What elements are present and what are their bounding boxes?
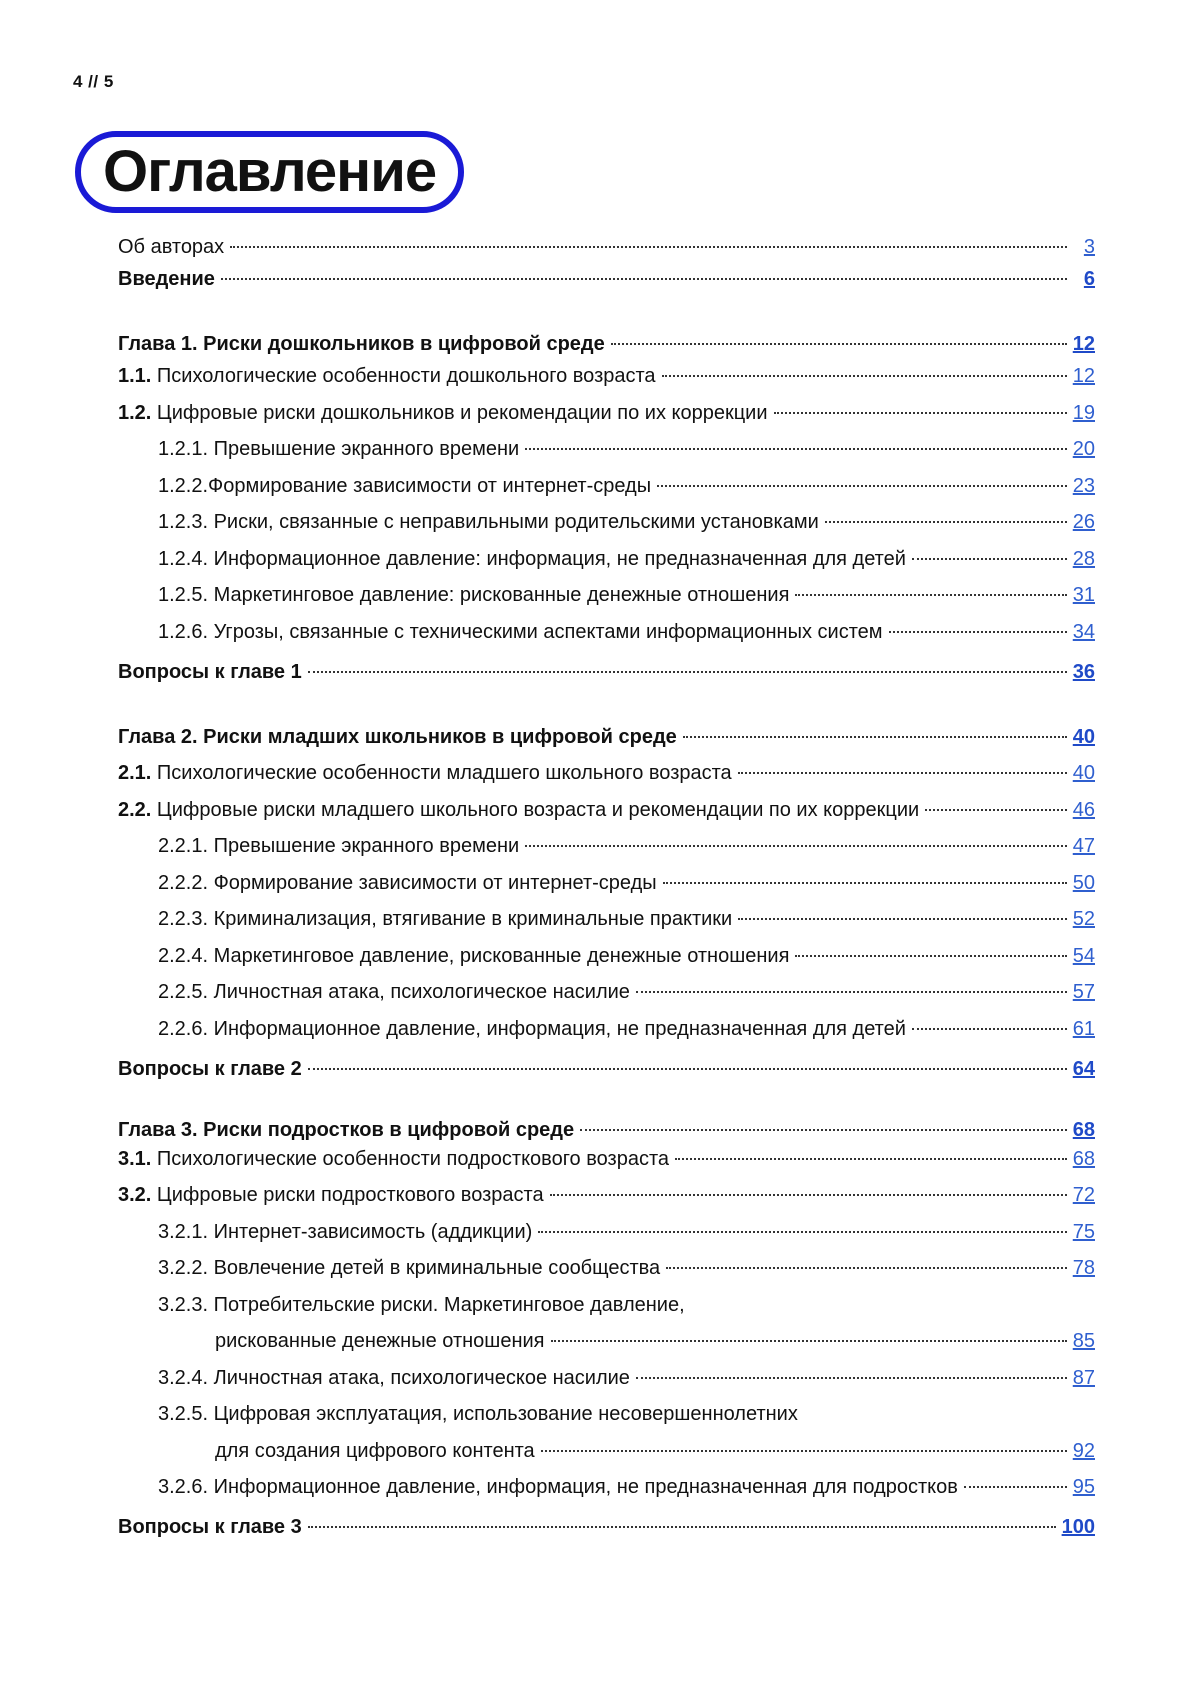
toc-entry-label: 2.2.6. Информационное давление, информация, не предназначенная для детей — [158, 1018, 906, 1040]
toc-page-link[interactable]: 72 — [1072, 1184, 1095, 1206]
dot-leader — [611, 343, 1067, 345]
toc-entry[interactable] — [118, 1514, 1095, 1540]
toc-entry-label: 3.2.6. Информационное давление, информация, не предназначенная для подростков — [158, 1476, 958, 1498]
toc-page-link[interactable]: 61 — [1072, 1018, 1095, 1040]
toc-entry[interactable] — [158, 1219, 1095, 1245]
title-pill — [75, 131, 464, 213]
toc-entry[interactable] — [158, 509, 1095, 535]
toc-page-link[interactable]: 12 — [1072, 333, 1095, 355]
dot-leader — [308, 671, 1067, 673]
toc-entry-number: 1.2. — [118, 402, 157, 424]
toc-entry-label: Цифровые риски дошкольников и рекомендации по их коррекции — [156, 402, 768, 424]
dot-leader — [912, 558, 1067, 560]
toc-page-link[interactable]: 50 — [1072, 872, 1095, 894]
toc-page-link[interactable]: 95 — [1072, 1476, 1095, 1498]
dot-leader — [230, 246, 1067, 248]
toc-entry-label: Глава 2. Риски младших школьников в цифровой среде — [118, 726, 677, 748]
dot-leader — [662, 375, 1067, 377]
dot-leader — [774, 412, 1067, 414]
page-indicator: 4 // 5 — [73, 72, 114, 91]
toc-entry[interactable] — [118, 797, 1095, 823]
toc-page-link[interactable]: 19 — [1072, 402, 1095, 424]
toc-entry[interactable] — [215, 1328, 1095, 1354]
toc-entry[interactable] — [118, 1117, 1095, 1143]
dot-leader — [550, 1194, 1067, 1196]
toc-page-link[interactable]: 36 — [1072, 661, 1095, 683]
toc-page-link[interactable]: 85 — [1072, 1330, 1095, 1352]
toc-page-link[interactable]: 40 — [1072, 762, 1095, 784]
toc-entry-label: 1.2.6. Угрозы, связанные с техническими аспектами информационных систем — [158, 621, 883, 643]
toc-page-link[interactable]: 26 — [1072, 511, 1095, 533]
toc-entry[interactable] — [118, 363, 1095, 389]
toc-entry-label: 2.2.1. Превышение экранного времени — [158, 835, 520, 857]
dot-leader — [551, 1340, 1067, 1342]
toc-entry-label: 2.2.5. Личностная атака, психологическое насилие — [158, 981, 630, 1003]
dot-leader — [795, 955, 1066, 957]
toc-entry-label: 2.2.2. Формирование зависимости от интернет-среды — [158, 872, 657, 894]
toc-entry-label: Вопросы к главе 3 — [118, 1516, 302, 1538]
page-title: Оглавление — [103, 139, 437, 204]
toc-entry[interactable] — [118, 659, 1095, 685]
toc-entry-number: 3.2. — [118, 1184, 157, 1206]
toc-entry-label: 1.2.1. Превышение экранного времени — [158, 438, 520, 460]
toc-page-link[interactable]: 57 — [1072, 981, 1095, 1003]
dot-leader — [825, 521, 1067, 523]
dot-leader — [657, 485, 1067, 487]
toc-entry[interactable] — [158, 1365, 1095, 1391]
dot-leader — [636, 991, 1067, 993]
toc-page-link[interactable]: 31 — [1072, 584, 1095, 606]
toc-page-link[interactable]: 92 — [1072, 1440, 1095, 1462]
toc-entry[interactable] — [158, 1292, 1095, 1318]
toc-entry[interactable] — [158, 1474, 1095, 1500]
toc-entry[interactable] — [118, 1182, 1095, 1208]
toc-entry-label: Психологические особенности младшего школьного возраста — [156, 762, 732, 784]
dot-leader — [738, 918, 1067, 920]
dot-leader — [889, 631, 1067, 633]
toc-entry-label: 1.2.4. Информационное давление: информация, не предназначенная для детей — [158, 548, 906, 570]
toc-entry-number: 3.1. — [118, 1148, 157, 1170]
toc-page-link[interactable]: 87 — [1072, 1367, 1095, 1389]
toc-entry[interactable] — [158, 906, 1095, 932]
dot-leader — [580, 1129, 1067, 1131]
toc-page-link[interactable]: 100 — [1061, 1516, 1095, 1538]
toc-entry-number: 2.2. — [118, 799, 157, 821]
toc-entry[interactable] — [118, 1056, 1095, 1082]
toc-entry-label: Глава 1. Риски дошкольников в цифровой среде — [118, 333, 605, 355]
toc-entry-label: 1.2.2.Формирование зависимости от интернет-среды — [158, 475, 652, 497]
toc-entry-label: 3.2.3. Потребительские риски. Маркетинговое давление, — [158, 1294, 685, 1316]
toc-entry[interactable] — [118, 1146, 1095, 1172]
toc-entry-label: Глава 3. Риски подростков в цифровой среде — [118, 1119, 575, 1141]
dot-leader — [525, 845, 1067, 847]
toc-entry-label: 3.2.4. Личностная атака, психологическое насилие — [158, 1367, 630, 1389]
dot-leader — [964, 1486, 1067, 1488]
dot-leader — [925, 809, 1067, 811]
toc-page-link[interactable]: 46 — [1072, 799, 1095, 821]
toc-entry-label: 2.2.4. Маркетинговое давление, рискованные денежные отношения — [158, 945, 790, 967]
toc-entry-label: Цифровые риски младшего школьного возраста и рекомендации по их коррекции — [156, 799, 920, 821]
toc-entry[interactable] — [158, 979, 1095, 1005]
toc-page-link[interactable]: 47 — [1072, 835, 1095, 857]
toc-page-link[interactable]: 54 — [1072, 945, 1095, 967]
toc-page-link[interactable]: 75 — [1072, 1221, 1095, 1243]
toc-page-link[interactable]: 34 — [1072, 621, 1095, 643]
toc-entry-label: 1.2.3. Риски, связанные с неправильными родительскими установками — [158, 511, 819, 533]
dot-leader — [683, 736, 1067, 738]
toc-page-link[interactable]: 3 — [1083, 236, 1095, 258]
toc-entry[interactable] — [118, 331, 1095, 357]
toc-entry-label: Цифровые риски подросткового возраста — [156, 1184, 544, 1206]
toc-entry-label: Вопросы к главе 1 — [118, 661, 302, 683]
toc-entry[interactable] — [118, 234, 1095, 260]
toc-entry[interactable] — [118, 724, 1095, 750]
dot-leader — [636, 1377, 1067, 1379]
toc-page-link[interactable]: 6 — [1083, 268, 1095, 290]
toc-entry-label: Психологические особенности дошкольного возраста — [156, 365, 656, 387]
toc-page-link[interactable]: 12 — [1072, 365, 1095, 387]
toc-page-link[interactable]: 28 — [1072, 548, 1095, 570]
dot-leader — [675, 1158, 1067, 1160]
toc-entry[interactable] — [118, 400, 1095, 426]
toc-entry[interactable] — [158, 870, 1095, 896]
toc-entry[interactable] — [158, 619, 1095, 645]
toc-entry[interactable] — [158, 833, 1095, 859]
toc-entry-label: рискованные денежные отношения — [215, 1330, 545, 1352]
dot-leader — [525, 448, 1067, 450]
toc-entry-label: Введение — [118, 268, 215, 290]
toc-entry-label: для создания цифрового контента — [215, 1440, 535, 1462]
toc-page-link[interactable]: 23 — [1072, 475, 1095, 497]
toc-entry-label: Вопросы к главе 2 — [118, 1058, 302, 1080]
toc-entry[interactable] — [158, 1255, 1095, 1281]
toc-page-link[interactable]: 78 — [1072, 1257, 1095, 1279]
dot-leader — [308, 1526, 1056, 1528]
toc-entry[interactable] — [118, 760, 1095, 786]
toc-entry-label: 1.2.5. Маркетинговое давление: рискованные денежные отношения — [158, 584, 790, 606]
dot-leader — [912, 1028, 1067, 1030]
toc-entry[interactable] — [158, 473, 1095, 499]
toc-entry[interactable] — [158, 436, 1095, 462]
dot-leader — [308, 1068, 1067, 1070]
toc-entry[interactable] — [158, 943, 1095, 969]
toc-page-link[interactable]: 68 — [1072, 1119, 1095, 1141]
dot-leader — [221, 278, 1067, 280]
toc-entry-number: 2.1. — [118, 762, 157, 784]
toc-entry[interactable] — [158, 1401, 1095, 1427]
toc-entry-label: Об авторах — [118, 236, 225, 258]
toc-entry[interactable] — [118, 266, 1095, 292]
toc-page-link[interactable]: 68 — [1072, 1148, 1095, 1170]
dot-leader — [795, 594, 1066, 596]
dot-leader — [663, 882, 1067, 884]
toc-page-link[interactable]: 20 — [1072, 438, 1095, 460]
dot-leader — [538, 1231, 1066, 1233]
dot-leader — [738, 772, 1067, 774]
toc-entry-number: 1.1. — [118, 365, 157, 387]
toc-page-link[interactable]: 64 — [1072, 1058, 1095, 1080]
toc-entry-label: 3.2.5. Цифровая эксплуатация, использование несовершеннолетних — [158, 1403, 798, 1425]
toc-entry-label: 3.2.2. Вовлечение детей в криминальные сообщества — [158, 1257, 661, 1279]
toc-page-link[interactable]: 52 — [1072, 908, 1095, 930]
toc-entry[interactable] — [158, 546, 1095, 572]
dot-leader — [666, 1267, 1067, 1269]
toc-entry-label: 2.2.3. Криминализация, втягивание в криминальные практики — [158, 908, 733, 930]
toc-page-link[interactable]: 40 — [1072, 726, 1095, 748]
dot-leader — [541, 1450, 1067, 1452]
toc-entry-label: 3.2.1. Интернет-зависимость (аддикции) — [158, 1221, 533, 1243]
toc-entry[interactable] — [158, 1016, 1095, 1042]
toc-entry-label: Психологические особенности подросткового возраста — [156, 1148, 670, 1170]
toc-entry[interactable] — [158, 582, 1095, 608]
toc-entry[interactable] — [215, 1438, 1095, 1464]
